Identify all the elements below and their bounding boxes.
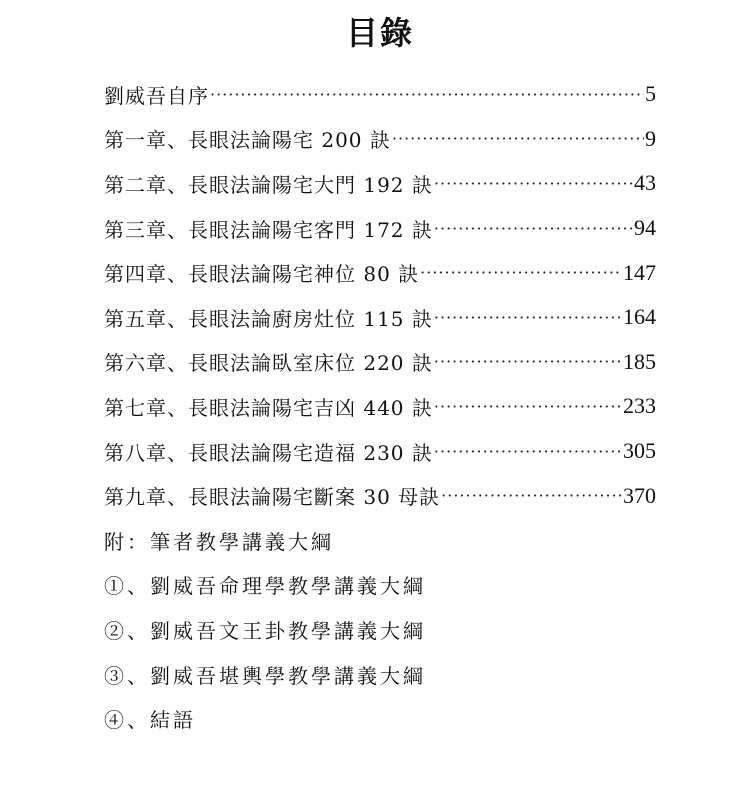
dot-leader bbox=[392, 129, 644, 148]
toc-entry[interactable] bbox=[104, 295, 656, 340]
appendix-item[interactable]: ④、結語 bbox=[104, 708, 196, 733]
toc-entry-label: 第四章、長眼法論陽宅神位 80 訣 bbox=[104, 262, 420, 287]
toc-entry-label: 第一章、長眼法論陽宅 200 訣 bbox=[104, 128, 391, 153]
toc-entry-page: 233 bbox=[623, 393, 656, 419]
dot-leader bbox=[434, 442, 622, 461]
toc-entry-label: 第九章、長眼法論陽宅斷案 30 母訣 bbox=[104, 485, 441, 510]
toc-entry-page: 370 bbox=[623, 482, 656, 508]
appendix-item[interactable]: ③、劉威吾堪輿學教學講義大綱 bbox=[104, 663, 426, 688]
dot-leader bbox=[434, 352, 622, 371]
toc-entry-label: 第八章、長眼法論陽宅造福 230 訣 bbox=[104, 440, 433, 465]
toc-entry-label: 第二章、長眼法論陽宅大門 192 訣 bbox=[104, 172, 433, 197]
dot-leader bbox=[434, 219, 633, 238]
toc-entry[interactable] bbox=[104, 473, 656, 518]
toc-entry-page: 43 bbox=[634, 170, 656, 196]
dot-leader bbox=[441, 486, 622, 505]
toc-entry[interactable] bbox=[104, 206, 656, 251]
appendix-item[interactable]: ①、劉威吾命理學教學講義大綱 bbox=[104, 574, 426, 599]
toc-entry[interactable] bbox=[104, 117, 656, 162]
toc-entry-label: 第三章、長眼法論陽宅客門 172 訣 bbox=[104, 217, 433, 242]
table-of-contents bbox=[104, 72, 656, 741]
appendix-item[interactable]: ②、劉威吾文王卦教學講義大綱 bbox=[104, 618, 426, 643]
toc-entry-page: 305 bbox=[623, 438, 656, 464]
toc-entry-label: 劉威吾自序 bbox=[104, 83, 209, 108]
toc-entry-label: 第五章、長眼法論廚房灶位 115 訣 bbox=[104, 306, 433, 331]
toc-entry-page: 147 bbox=[623, 259, 656, 285]
toc-entry-page: 164 bbox=[623, 304, 656, 330]
dot-leader bbox=[434, 397, 622, 416]
toc-entry-page: 9 bbox=[645, 125, 656, 151]
toc-entry-page: 94 bbox=[634, 215, 656, 241]
toc-entry[interactable] bbox=[104, 72, 656, 117]
dot-leader bbox=[434, 308, 622, 327]
toc-entry[interactable] bbox=[104, 340, 656, 385]
dot-leader bbox=[434, 174, 633, 193]
toc-entry-label: 第七章、長眼法論陽宅吉凶 440 訣 bbox=[104, 395, 433, 420]
page-title: 目錄 bbox=[345, 14, 414, 52]
toc-entry-page: 5 bbox=[645, 81, 656, 107]
appendix-heading: 附：筆者教學講義大綱 bbox=[104, 529, 334, 554]
toc-entry[interactable] bbox=[104, 384, 656, 429]
dot-leader bbox=[420, 263, 622, 282]
toc-entry[interactable] bbox=[104, 429, 656, 474]
dot-leader bbox=[210, 85, 644, 104]
toc-entry[interactable] bbox=[104, 161, 656, 206]
toc-entry[interactable] bbox=[104, 250, 656, 295]
toc-entry-label: 第六章、長眼法論臥室床位 220 訣 bbox=[104, 351, 433, 376]
toc-entry-page: 185 bbox=[623, 348, 656, 374]
